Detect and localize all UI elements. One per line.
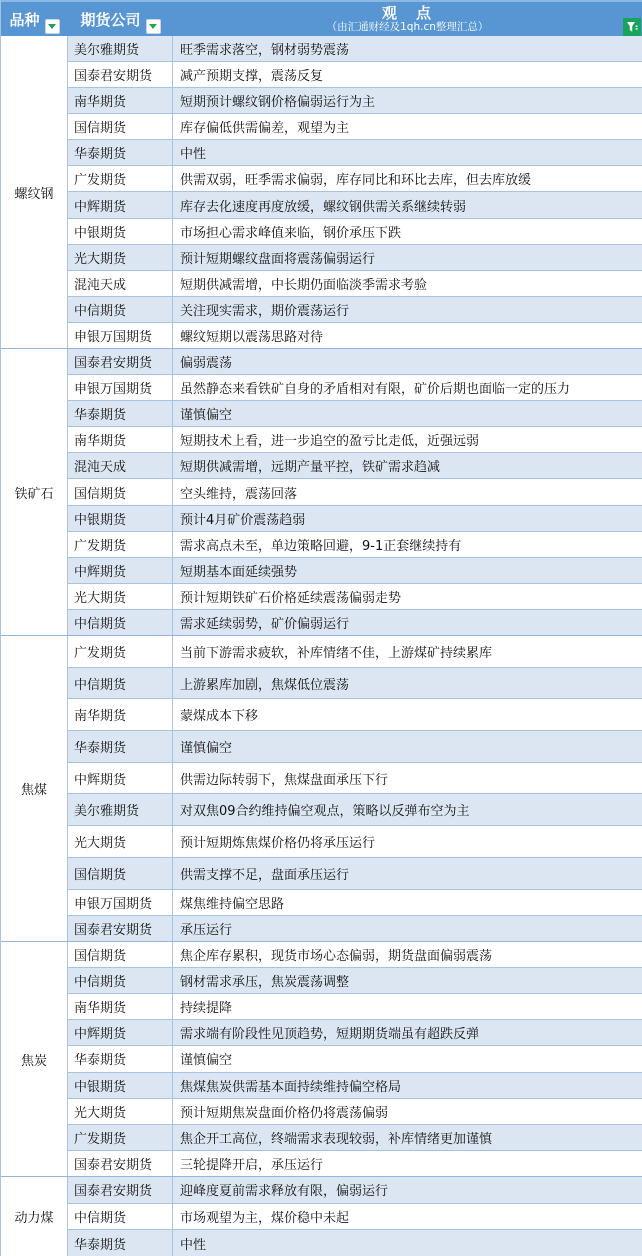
view-cell: 焦企库存累积，现货市场心态偏弱，期货盘面偏弱震荡: [180, 949, 493, 965]
table-row: [68, 584, 642, 610]
company-cell: 华泰期货: [68, 401, 173, 426]
table-row: [68, 349, 642, 375]
variety-label: 螺纹钢: [14, 186, 54, 202]
table-row: [68, 375, 642, 401]
commodity-section: [1, 349, 642, 636]
company-cell: 光大期货: [68, 584, 173, 609]
view-cell: 偏弱震荡: [180, 356, 233, 372]
table-row: [68, 731, 642, 763]
company-cell: 申银万国期货: [68, 375, 173, 400]
view-cell: 虽然静态来看铁矿自身的矛盾相对有限，矿价后期也面临一定的压力: [180, 382, 571, 398]
view-cell: 旺季需求落空，钢材弱势震荡: [180, 43, 350, 59]
variety-cell: [1, 942, 68, 1176]
table-row: [68, 826, 642, 858]
view-cell: 短期技术上看，进一步追空的盈亏比走低，近强远弱: [180, 434, 480, 450]
company-cell: 广发期货: [68, 532, 173, 557]
table-row: [68, 1151, 642, 1176]
view-header-title: 观 点: [381, 3, 433, 22]
commodity-section: [1, 942, 642, 1177]
table-row: [68, 1046, 642, 1072]
company-cell: 国泰君安期货: [68, 1151, 173, 1176]
view-cell: 焦煤焦炭供需基本面持续维持偏空格局: [180, 1079, 402, 1095]
view-cell: 库存偏低供需偏差，观望为主: [180, 121, 350, 137]
company-cell: 混沌天成: [68, 453, 173, 478]
commodity-section: [1, 36, 642, 349]
view-cell: 供需边际转弱下，焦煤盘面承压下行: [180, 772, 389, 788]
view-cell: 预计短期炼焦煤价格仍将承压运行: [180, 835, 376, 851]
filter-funnel-icon[interactable]: [623, 18, 641, 36]
table-row: [68, 858, 642, 890]
view-cell: 谨慎偏空: [180, 1053, 233, 1069]
company-cell: 中辉期货: [68, 1020, 173, 1045]
table-row: [68, 427, 642, 453]
table-row: [68, 453, 642, 479]
view-cell: 空头维持，震荡回落: [180, 486, 298, 502]
table-row: [68, 1099, 642, 1125]
table-row: [68, 88, 642, 114]
section-rows: [68, 1177, 642, 1256]
table-row: [68, 610, 642, 635]
table-row: [68, 1230, 642, 1256]
variety-label: 动力煤: [14, 1211, 54, 1226]
view-cell: 短期供减需增，中长期仍面临淡季需求考验: [180, 277, 428, 293]
company-cell: 美尔雅期货: [68, 36, 173, 61]
company-cell: 光大期货: [68, 1099, 173, 1124]
table-row: [68, 699, 642, 731]
view-cell: 承压运行: [180, 922, 233, 938]
view-cell: 谨慎偏空: [180, 408, 233, 424]
view-header-subtitle: （由汇通财经及1qh.cn整理汇总）: [326, 21, 489, 34]
table-body: [1, 36, 642, 1256]
view-cell: 螺纹短期以震荡思路对待: [180, 329, 324, 345]
company-cell: 国信期货: [68, 114, 173, 139]
company-cell: 混沌天成: [68, 271, 173, 296]
company-cell: 国泰君安期货: [68, 916, 173, 941]
company-cell: 广发期货: [68, 166, 173, 191]
variety-cell: [1, 1177, 68, 1256]
table-row: [68, 297, 642, 323]
view-cell: 短期基本面延续强势: [180, 564, 298, 580]
table-row: [68, 401, 642, 427]
company-cell: 华泰期货: [68, 140, 173, 165]
table-row: [68, 192, 642, 218]
header-company: [68, 2, 173, 36]
table-row: [68, 114, 642, 140]
view-cell: 需求延续弱势，矿价偏弱运行: [180, 616, 350, 632]
company-cell: 中辉期货: [68, 558, 173, 583]
table-row: [68, 1177, 642, 1204]
table-row: [68, 942, 642, 968]
company-cell: 中辉期货: [68, 192, 173, 217]
company-cell: 国泰君安期货: [68, 349, 173, 374]
view-cell: 预计短期铁矿石价格延续震荡偏弱走势: [180, 590, 402, 606]
company-cell: 中信期货: [68, 668, 173, 699]
view-cell: 预计短期焦炭盘面价格仍将震荡偏弱: [180, 1105, 389, 1121]
table-header: [1, 0, 642, 36]
view-cell: 蒙煤成本下移: [180, 709, 259, 725]
variety-label: 铁矿石: [14, 486, 54, 502]
view-cell: 预计短期螺纹盘面将震荡偏弱运行: [180, 251, 376, 267]
view-cell: 供需支撑不足，盘面承压运行: [180, 867, 350, 883]
table-row: [68, 1073, 642, 1099]
table-row: [68, 36, 642, 62]
filter-dropdown-icon: [48, 24, 56, 29]
variety-label: 焦煤: [20, 783, 47, 798]
view-cell: 三轮提降开启，承压运行: [180, 1157, 324, 1173]
company-cell: 申银万国期货: [68, 890, 173, 915]
variety-header-label: 品种: [9, 10, 40, 29]
table-row: [68, 62, 642, 88]
company-cell: 国泰君安期货: [68, 62, 173, 87]
view-cell: 中性: [180, 1237, 207, 1253]
table-row: [68, 166, 642, 192]
section-rows: [68, 942, 642, 1176]
table-row: [68, 890, 642, 916]
table-row: [68, 506, 642, 532]
view-cell: 煤焦维持偏空思路: [180, 896, 285, 912]
company-cell: 国泰君安期货: [68, 1177, 173, 1203]
company-cell: 国信期货: [68, 858, 173, 889]
company-cell: 中信期货: [68, 968, 173, 993]
view-cell: 库存去化速度再度放缓，螺纹钢供需关系继续转弱: [180, 199, 467, 215]
company-cell: 华泰期货: [68, 731, 173, 762]
company-cell: 中银期货: [68, 506, 173, 531]
company-cell: 国信期货: [68, 479, 173, 504]
view-cell: 持续提降: [180, 1001, 233, 1017]
section-rows: [68, 36, 642, 348]
view-cell: 减产预期支撑，震荡反复: [180, 69, 324, 85]
company-cell: 广发期货: [68, 1125, 173, 1150]
view-cell: 当前下游需求疲软，补库情绪不佳，上游煤矿持续累库: [180, 645, 493, 661]
table-row: [68, 968, 642, 994]
company-cell: 中信期货: [68, 297, 173, 322]
company-header-label: 期货公司: [80, 10, 141, 29]
company-cell: 光大期货: [68, 245, 173, 270]
table-row: [68, 1020, 642, 1046]
company-cell: 中信期货: [68, 610, 173, 635]
view-cell: 迎峰度夏前需求释放有限，偏弱运行: [180, 1184, 389, 1200]
header-variety: [1, 2, 68, 36]
company-filter-button[interactable]: [146, 19, 161, 34]
view-cell: 需求端有阶段性见顶趋势，短期期货端虽有超跌反弹: [180, 1027, 480, 1043]
company-cell: 美尔雅期货: [68, 794, 173, 825]
table-row: [68, 668, 642, 700]
commodity-section: [1, 636, 642, 942]
view-cell: 需求高点未至，单边策略回避，9-1正套继续持有: [180, 538, 462, 554]
table-row: [68, 219, 642, 245]
filter-dropdown-icon: [149, 24, 157, 29]
company-cell: 申银万国期货: [68, 323, 173, 348]
view-cell: 中性: [180, 147, 207, 163]
company-cell: 南华期货: [68, 699, 173, 730]
company-cell: 南华期货: [68, 427, 173, 452]
view-cell: 市场观望为主，煤价稳中未起: [180, 1211, 350, 1226]
company-cell: 光大期货: [68, 826, 173, 857]
view-cell: 供需双弱，旺季需求偏弱，库存同比和环比去库，但去库放缓: [180, 173, 532, 189]
view-cell: 市场担心需求峰值来临，钢价承压下跌: [180, 225, 402, 241]
section-rows: [68, 349, 642, 635]
table-row: [68, 558, 642, 584]
company-cell: 华泰期货: [68, 1230, 173, 1256]
company-cell: 中辉期货: [68, 763, 173, 794]
table-row: [68, 636, 642, 668]
variety-cell: [1, 36, 68, 348]
table-row: [68, 323, 642, 348]
commodity-section: [1, 1177, 642, 1256]
company-cell: 中银期货: [68, 1073, 173, 1098]
view-cell: 短期预计螺纹钢价格偏弱运行为主: [180, 95, 376, 111]
view-cell: 焦企开工高位，终端需求表现较弱，补库情绪更加谨慎: [180, 1131, 493, 1147]
company-cell: 国信期货: [68, 942, 173, 967]
company-cell: 中信期货: [68, 1204, 173, 1230]
table-row: [68, 1204, 642, 1231]
table-row: [68, 994, 642, 1020]
company-cell: 广发期货: [68, 636, 173, 667]
section-rows: [68, 636, 642, 941]
table-row: [68, 794, 642, 826]
variety-cell: [1, 349, 68, 635]
table-row: [68, 140, 642, 166]
header-view: [173, 2, 642, 36]
table-row: [68, 763, 642, 795]
variety-cell: [1, 636, 68, 941]
company-cell: 华泰期货: [68, 1046, 173, 1071]
view-cell: 预计4月矿价震荡趋弱: [180, 512, 306, 528]
view-cell: 钢材需求承压，焦炭震荡调整: [180, 975, 350, 991]
view-cell: 短期供减需增，远期产量平控，铁矿需求趋减: [180, 460, 441, 476]
table-row: [68, 916, 642, 941]
view-cell: 谨慎偏空: [180, 740, 233, 756]
table-row: [68, 1125, 642, 1151]
variety-label: 焦炭: [20, 1053, 47, 1069]
table-row: [68, 271, 642, 297]
view-cell: 关注现实需求，期价震荡运行: [180, 303, 350, 319]
company-cell: 南华期货: [68, 994, 173, 1019]
variety-filter-button[interactable]: [45, 19, 60, 34]
company-cell: 中银期货: [68, 219, 173, 244]
table-row: [68, 532, 642, 558]
view-cell: 上游累库加剧，焦煤低位震荡: [180, 677, 350, 693]
company-cell: 南华期货: [68, 88, 173, 113]
table-row: [68, 245, 642, 271]
view-cell: 对双焦09合约维持偏空观点，策略以反弹布空为主: [180, 804, 470, 820]
table-row: [68, 479, 642, 505]
